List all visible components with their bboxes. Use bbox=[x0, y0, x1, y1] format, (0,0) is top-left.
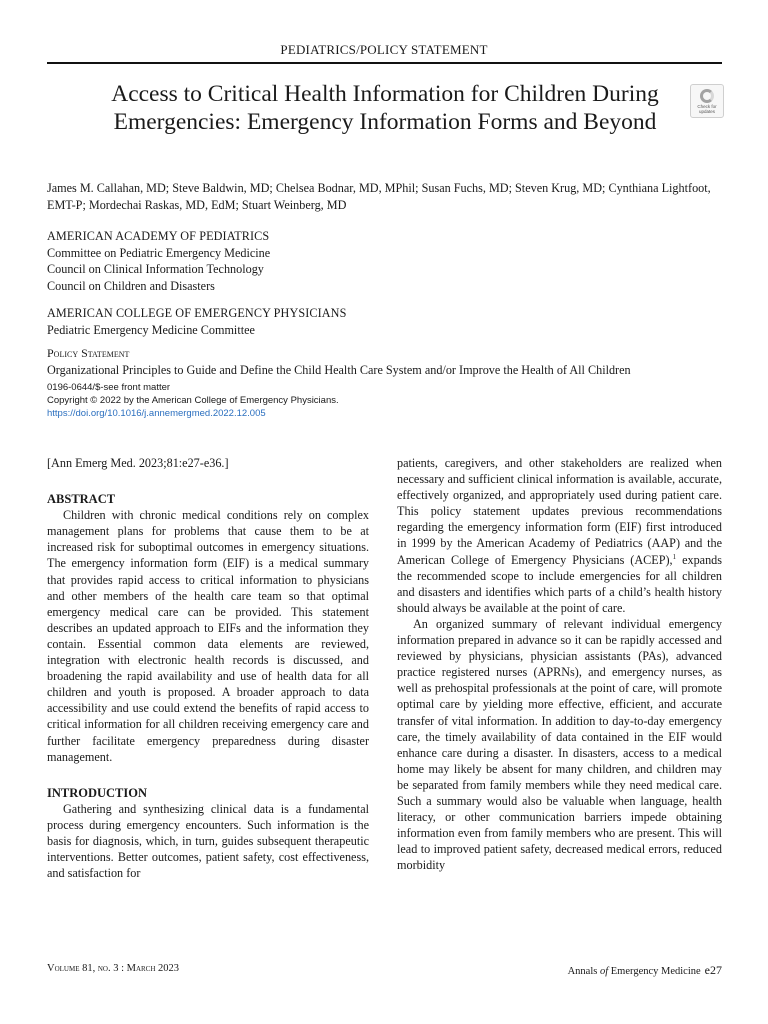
doi-link[interactable]: https://doi.org/10.1016/j.annemergmed.2022.12.005 bbox=[47, 408, 266, 419]
aap-name: AMERICAN ACADEMY OF PEDIATRICS bbox=[47, 229, 270, 243]
right-column bbox=[397, 455, 722, 873]
paragraph-text: patients, caregivers, and other stakeholders are realized when necessary and sufficient clinical information is available, accurate, effectively organized, and appropriately used during patient care. This policy statement updates previous recommendations regarding the emergency information form (EIF) first introduced in 1999 by the American Academy of Pediatrics (AAP) and the American College of Emergency Physicians (ACEP), bbox=[397, 456, 722, 567]
page-footer bbox=[47, 963, 722, 978]
header-rule bbox=[47, 62, 722, 64]
running-head: PEDIATRICS/POLICY STATEMENT bbox=[280, 42, 488, 57]
acep-name: AMERICAN COLLEGE OF EMERGENCY PHYSICIANS bbox=[47, 306, 347, 320]
aap-committee: Committee on Pediatric Emergency Medicine bbox=[47, 245, 271, 260]
check-for-updates-badge[interactable] bbox=[690, 84, 724, 118]
introduction-text: Gathering and synthesizing clinical data is a fundamental process during emergency encounters. Such information is the basis for diagnosis, which, in turn, guides subsequent therapeutic interventions. Better outcomes, patient safety, cost effectiveness, and satisfaction for bbox=[47, 801, 369, 881]
aap-affiliation bbox=[47, 228, 727, 294]
issn-line: 0196-0644/$-see front matter bbox=[47, 382, 171, 393]
policy-statement-block bbox=[47, 345, 727, 378]
body-paragraph: An organized summary of relevant individual emergency information prepared in advance so it can be rapidly accessed and reviewed by physicians, physician assistants (PAs), advanced practice registered nurses (APRNs), and emergency nurses, as well as prehospital professionals at the point of care, will promote optimal care by yielding more effective, efficient, and accurate transfer of vital information. In addition to day-to-day emergency care, the timely availability of data contained in the EIF would enhance care during a disaster. In disasters, access to a medical home may likely be absent for many children, and children may be separated from family members while they need medical care. Such a summary would also be valuable when language, health literacy, or other communication barriers impede obtaining information even from family members who are present. This will lead to improved patient safety, decreased medical errors, reduced morbidity bbox=[397, 616, 722, 873]
reference-marker[interactable]: 1 bbox=[672, 552, 677, 561]
introduction-heading: INTRODUCTION bbox=[47, 785, 148, 800]
paragraph-text: expands the recommended scope to include emergencies for all children and disasters and identifies which parts of a child’s health history should always be available at the point of care. bbox=[397, 552, 722, 615]
citation: [Ann Emerg Med. 2023;81:e27-e36.] bbox=[47, 456, 229, 470]
front-matter bbox=[47, 381, 727, 420]
aap-committee: Council on Children and Disasters bbox=[47, 278, 215, 293]
journal-name: Annals of Emergency Medicine e27 bbox=[567, 963, 722, 977]
acep-committee: Pediatric Emergency Medicine Committee bbox=[47, 322, 255, 337]
aap-committee: Council on Clinical Information Technology bbox=[47, 262, 264, 276]
article-title: Access to Critical Health Information for Children During Emergencies: Emergency Information Forms and Beyond bbox=[111, 81, 659, 135]
abstract-heading: ABSTRACT bbox=[47, 492, 116, 507]
volume-issue: Volume 81, no. 3 : March 2023 bbox=[47, 963, 180, 974]
left-column bbox=[47, 455, 369, 881]
author-list: James M. Callahan, MD; Steve Baldwin, MD; Chelsea Bodnar, MD, MPhil; Susan Fuchs, MD; Steven Krug, MD; Cynthiana Lightfoot, EMT-P; Mordechai Raskas, MD, EdM; Stuart Weinberg, MD bbox=[47, 181, 711, 212]
abstract-text: Children with chronic medical conditions rely on complex management plans for problems that cause them to be at increased risk for suboptimal outcomes in emergency situations. The emergency information form (EIF) is a medical summary that provides rapid access to critical information to physicians and other members of the health care team so that optimal emergency medical care can be provided. This statement describes an updated approach to EIFs and the information they contain. Essential common data elements are reviewed, integration with electronic health records is discussed, and broadening the rapid availability and use of health data for all children and youth is proposed. A broader approach to data accessibility and use could extend the benefits of rapid access to critical information for all children receiving emergency care and further facilitate emergency preparedness during disaster management. bbox=[47, 508, 369, 764]
copyright-line: Copyright © 2022 by the American College of Emergency Physicians. bbox=[47, 395, 339, 406]
page-number: e27 bbox=[704, 963, 722, 977]
check-updates-label: Check for updates bbox=[697, 103, 717, 114]
check-updates-icon bbox=[700, 89, 714, 103]
acep-affiliation bbox=[47, 305, 727, 338]
policy-statement-text: Organizational Principles to Guide and Define the Child Health Care System and/or Improve the Health of All Children bbox=[47, 362, 631, 377]
body-paragraph bbox=[397, 455, 722, 616]
policy-statement-label: Policy Statement bbox=[47, 346, 130, 360]
